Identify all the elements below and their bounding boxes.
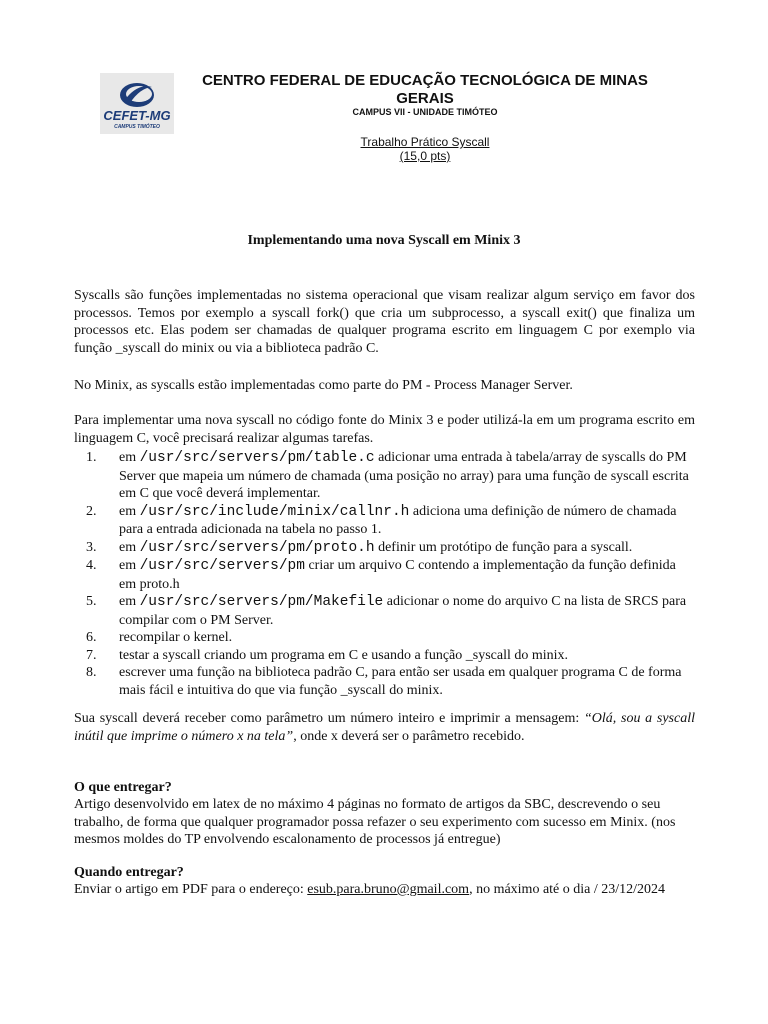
task-number: 5.: [86, 594, 97, 609]
task-item: [74, 629, 695, 647]
message-prefix: Sua syscall deverá receber como parâmetro um número inteiro e imprimir a mensagem:: [74, 711, 584, 726]
task-text: definir um protótipo de função para a syscall.: [374, 539, 633, 555]
minix-paragraph-line-1: No Minix, as syscalls estão implementadas como parte do PM - Process Manager Server.: [74, 378, 573, 393]
task-prefix: em: [119, 594, 140, 609]
email-link[interactable]: esub.para.bruno@gmail.com: [307, 882, 470, 897]
when-suffix: , no máximo até o dia / 23/12/2024: [469, 882, 666, 897]
task-item: [74, 647, 695, 665]
institution-name: [180, 72, 670, 108]
task-item: [74, 539, 695, 558]
task-number: 7.: [86, 647, 97, 663]
task-number: 1.: [86, 450, 97, 465]
task-text: recompilar o kernel.: [119, 630, 233, 645]
task-item: [74, 557, 695, 593]
task-prefix: em: [119, 450, 140, 465]
task-number: 3.: [86, 539, 97, 555]
message-suffix: , onde x deverá ser o parâmetro recebido.: [293, 728, 525, 744]
minix-paragraph-line-2: Para implementar uma nova syscall no código fonte do Minix 3 e poder utilizá-la em um programa escrito em linguagem C, você precisará realizar algumas tarefas.: [74, 413, 695, 446]
task-text: adicionar o nome do arquivo C na lista de SRCS para compilar com o PM Server.: [119, 594, 687, 628]
when-text: [74, 881, 695, 899]
task-list: [74, 449, 695, 699]
deliver-heading: O que entregar?: [74, 780, 172, 795]
institution-line-1: CENTRO FEDERAL DE EDUCAÇÃO TECNOLÓGICA DE MINAS: [202, 72, 648, 89]
task-text: testar a syscall criando um programa em C e usando a função _syscall do minix.: [119, 647, 569, 663]
task-prefix: em: [119, 558, 140, 573]
when-heading: Quando entregar?: [74, 865, 184, 880]
task-number: 2.: [86, 503, 97, 519]
document-heading: Implementando uma nova Syscall em Minix 3: [247, 233, 521, 248]
task-item: [74, 664, 695, 699]
task-code-path: /usr/src/servers/pm: [139, 558, 305, 574]
institution-line-2: GERAIS: [396, 90, 454, 107]
when-prefix: Enviar o artigo em PDF para o endereço:: [74, 882, 308, 897]
intro-paragraph: Syscalls são funções implementadas no sistema operacional que visam realizar algum serviço em favor dos processos. Temos por exemplo a syscall fork() que cria um subprocesso, a syscall exit() que finaliza um processos etc. Elas podem ser chamadas de qualquer programa escrito em linguagem C por exemplo via função _syscall do minix ou via a biblioteca padrão C.: [74, 288, 695, 356]
task-code-path: /usr/src/servers/pm/table.c: [139, 450, 375, 466]
task-number: 6.: [86, 630, 97, 645]
task-text: escrever uma função na biblioteca padrão C, para então ser usada em qualquer programa C de forma mais fácil e intuitiva do que via função _syscall do minix.: [119, 665, 682, 698]
task-prefix: em: [119, 539, 140, 555]
task-code-path: /usr/src/servers/pm/proto.h: [139, 539, 375, 556]
task-number: 4.: [86, 558, 97, 573]
task-number: 8.: [86, 665, 97, 680]
task-item: [74, 503, 695, 539]
logo-text: CEFET-MG: [103, 108, 171, 123]
task-text: adicionar uma entrada à tabela/array de syscalls do PM Server que mapeia um número de chamada (uma posição no array) para uma função de syscall escrita em C que você deverá implementar.: [119, 450, 689, 501]
task-code-path: /usr/src/servers/pm/Makefile: [139, 594, 384, 610]
syscall-message-paragraph: [74, 710, 695, 745]
task-text: adiciona uma definição de número de chamada para a entrada adicionada na tabela no passo 1.: [119, 503, 677, 537]
message-quote: “Olá, sou a syscall inútil que imprime o número x na tela”: [74, 711, 695, 744]
task-text: criar um arquivo C contendo a implementação da função definida em proto.h: [119, 558, 676, 592]
task-item: [74, 449, 695, 503]
logo-subtext: CAMPUS TIMÓTEO: [114, 124, 160, 130]
campus-name: CAMPUS VII - UNIDADE TIMÓTEO: [352, 107, 498, 117]
work-title: Trabalho Prático Syscall: [360, 135, 490, 149]
work-points: (15,0 pts): [399, 149, 451, 163]
cefet-mg-logo: [100, 73, 174, 134]
deliver-text: Artigo desenvolvido em latex de no máximo 4 páginas no formato de artigos da SBC, descrevendo o seu trabalho, de forma que qualquer programador possa refazer o seu experimento com sucesso em Minix. (nos mesmos moldes do TP envolvendo escalonamento de processos já entregue): [74, 797, 676, 847]
task-code-path: /usr/src/include/minix/callnr.h: [139, 503, 410, 520]
task-prefix: em: [119, 503, 140, 519]
task-item: [74, 593, 695, 629]
